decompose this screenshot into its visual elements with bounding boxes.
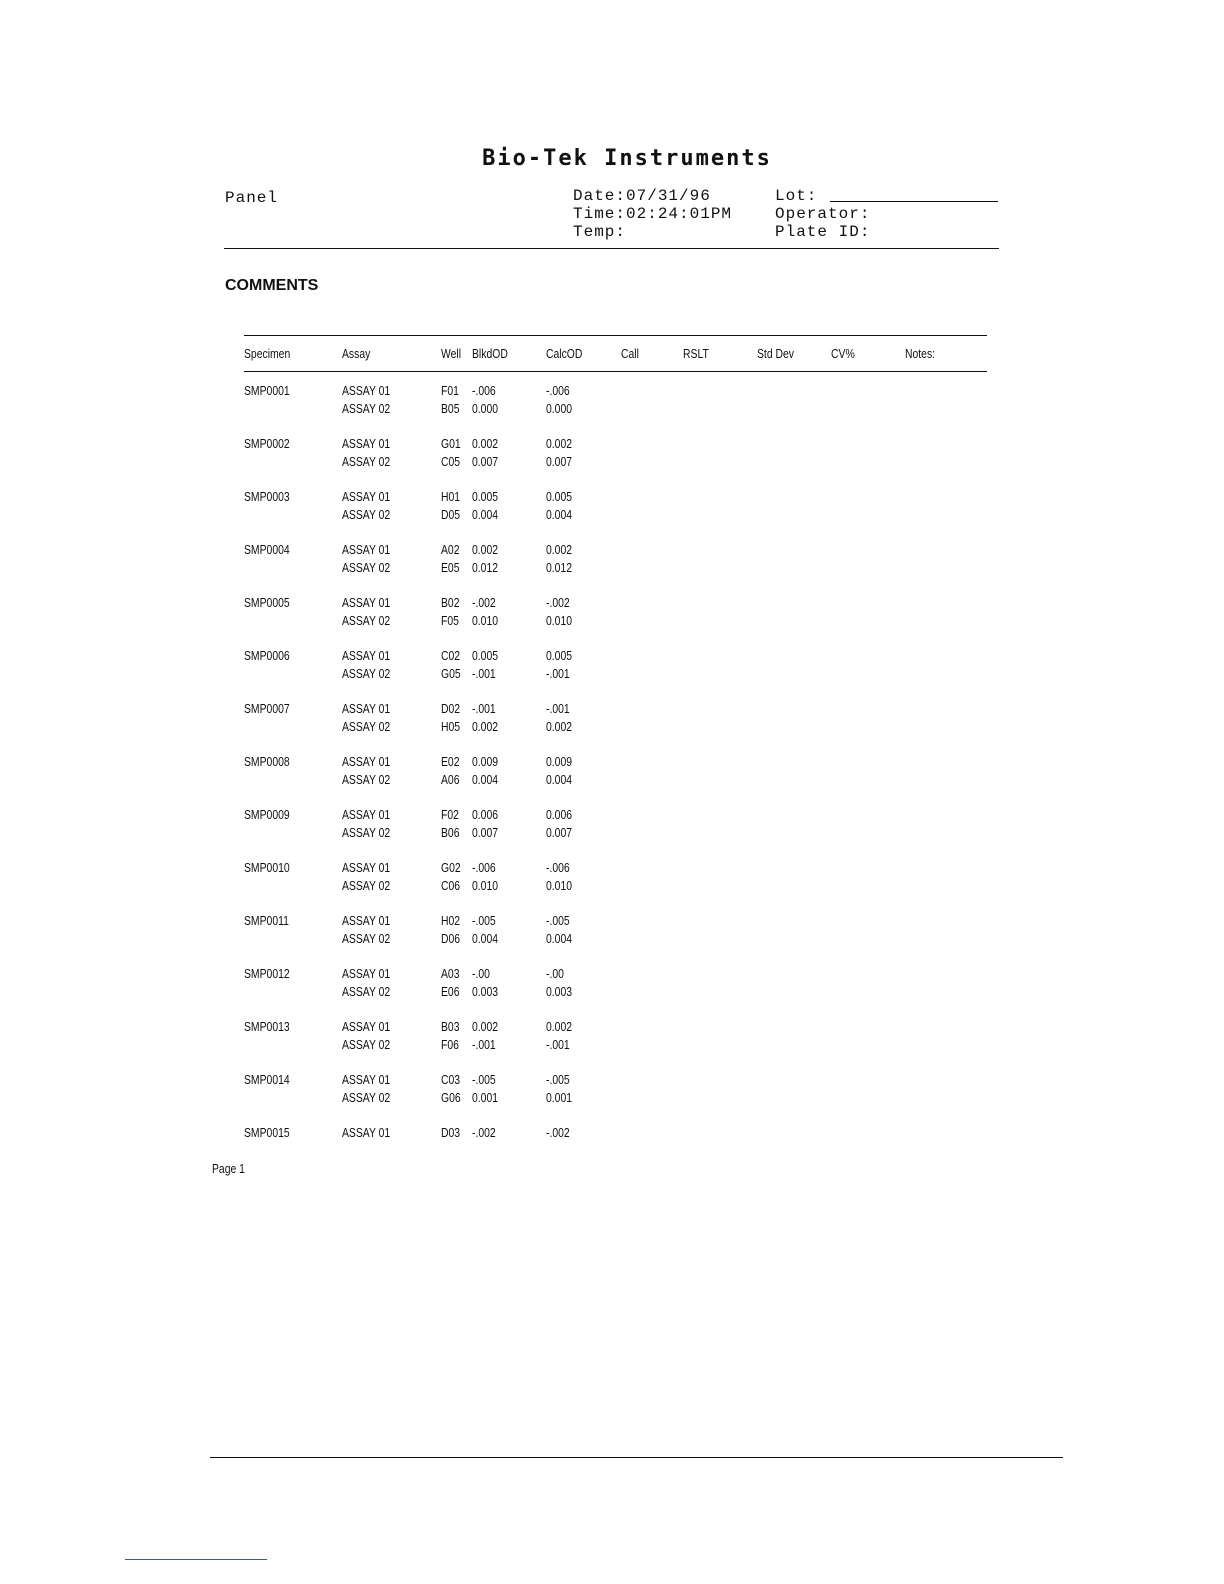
col-header-blkdod: BlkdOD	[472, 346, 508, 361]
plate-id-field: Plate ID:	[775, 223, 871, 241]
col-header-rslt: RSLT	[683, 346, 709, 361]
cell-blkdod: -.001	[472, 1036, 496, 1052]
cell-blkdod: -.001	[472, 701, 496, 716]
cell-assay: ASSAY 01	[342, 436, 391, 451]
table-header-rule	[244, 371, 987, 372]
cell-blkdod: 0.004	[472, 930, 499, 946]
cell-assay: ASSAY 02	[342, 824, 391, 840]
cell-well: F02	[441, 807, 459, 822]
cell-well: G01	[441, 436, 461, 451]
cell-assay: ASSAY 02	[342, 400, 391, 416]
cell-well: C03	[441, 1072, 461, 1087]
cell-calcod: -.002	[546, 1125, 570, 1140]
cell-calcod: 0.010	[546, 612, 573, 628]
cell-assay: ASSAY 01	[342, 542, 391, 557]
cell-well: H02	[441, 913, 461, 928]
cell-calcod: 0.006	[546, 807, 573, 822]
header-divider	[224, 248, 999, 249]
specimen-id: SMP0005	[244, 595, 290, 610]
specimen-id: SMP0001	[244, 383, 290, 398]
cell-assay: ASSAY 02	[342, 612, 391, 628]
cell-well: G05	[441, 665, 461, 681]
cell-assay: ASSAY 01	[342, 966, 391, 981]
cell-calcod: 0.007	[546, 453, 573, 469]
cell-well: A03	[441, 966, 460, 981]
cell-blkdod: 0.005	[472, 648, 499, 663]
col-header-stddev: Std Dev	[757, 346, 794, 361]
cell-blkdod: -.005	[472, 913, 496, 928]
cell-blkdod: -.006	[472, 383, 496, 398]
lot-field: Lot:	[775, 187, 818, 205]
cell-blkdod: 0.003	[472, 983, 499, 999]
comments-heading: COMMENTS	[225, 277, 319, 294]
cell-calcod: -.00	[546, 966, 564, 981]
cell-well: E02	[441, 754, 460, 769]
cell-calcod: 0.002	[546, 436, 573, 451]
cell-well: C02	[441, 648, 461, 663]
cell-calcod: -.006	[546, 860, 570, 875]
cell-assay: ASSAY 01	[342, 1125, 391, 1140]
specimen-id: SMP0003	[244, 489, 290, 504]
cell-assay: ASSAY 02	[342, 559, 391, 575]
cell-well: C05	[441, 453, 461, 469]
specimen-id: SMP0002	[244, 436, 290, 451]
cell-blkdod: 0.002	[472, 1019, 499, 1034]
cell-calcod: 0.004	[546, 771, 573, 787]
specimen-id: SMP0010	[244, 860, 290, 875]
cell-calcod: 0.005	[546, 489, 573, 504]
cell-assay: ASSAY 02	[342, 1089, 391, 1105]
lot-underline	[830, 201, 998, 202]
cell-calcod: 0.002	[546, 718, 573, 734]
specimen-id: SMP0011	[244, 913, 289, 928]
cell-assay: ASSAY 01	[342, 1072, 391, 1087]
specimen-id: SMP0009	[244, 807, 290, 822]
specimen-id: SMP0012	[244, 966, 290, 981]
cell-assay: ASSAY 01	[342, 807, 391, 822]
operator-field: Operator:	[775, 205, 871, 223]
cell-blkdod: 0.010	[472, 877, 499, 893]
cell-well: D02	[441, 701, 461, 716]
col-header-calcod: CalcOD	[546, 346, 583, 361]
cell-assay: ASSAY 01	[342, 648, 391, 663]
page-number: Page 1	[212, 1161, 245, 1176]
cell-well: A02	[441, 542, 460, 557]
col-header-notes: Notes:	[905, 346, 936, 361]
cell-calcod: 0.002	[546, 542, 573, 557]
cell-calcod: -.001	[546, 665, 570, 681]
cell-calcod: 0.012	[546, 559, 573, 575]
cell-blkdod: 0.004	[472, 771, 499, 787]
cell-assay: ASSAY 01	[342, 913, 391, 928]
cell-calcod: 0.005	[546, 648, 573, 663]
cell-assay: ASSAY 02	[342, 1036, 391, 1052]
cell-blkdod: 0.012	[472, 559, 499, 575]
cell-assay: ASSAY 02	[342, 718, 391, 734]
cell-assay: ASSAY 01	[342, 595, 391, 610]
cell-calcod: 0.004	[546, 506, 573, 522]
cell-blkdod: 0.001	[472, 1089, 499, 1105]
cell-well: B03	[441, 1019, 460, 1034]
cell-blkdod: 0.006	[472, 807, 499, 822]
specimen-id: SMP0006	[244, 648, 290, 663]
cell-calcod: 0.003	[546, 983, 573, 999]
cell-assay: ASSAY 01	[342, 1019, 391, 1034]
report-title: Bio-Tek Instruments	[482, 146, 772, 171]
specimen-id: SMP0004	[244, 542, 290, 557]
cell-calcod: 0.010	[546, 877, 573, 893]
bottom-blue-rule	[125, 1559, 267, 1560]
cell-blkdod: 0.007	[472, 824, 499, 840]
cell-well: H01	[441, 489, 461, 504]
cell-well: B05	[441, 400, 460, 416]
cell-blkdod: -.006	[472, 860, 496, 875]
col-header-cv: CV%	[831, 346, 855, 361]
cell-blkdod: 0.002	[472, 436, 499, 451]
cell-well: E06	[441, 983, 460, 999]
cell-calcod: 0.007	[546, 824, 573, 840]
cell-well: B02	[441, 595, 460, 610]
cell-assay: ASSAY 02	[342, 930, 391, 946]
cell-blkdod: -.001	[472, 665, 496, 681]
cell-calcod: -.002	[546, 595, 570, 610]
cell-assay: ASSAY 02	[342, 453, 391, 469]
cell-assay: ASSAY 02	[342, 877, 391, 893]
cell-blkdod: 0.002	[472, 542, 499, 557]
col-header-well: Well	[441, 346, 462, 361]
date-field: Date:07/31/96	[573, 187, 711, 205]
cell-blkdod: -.002	[472, 1125, 496, 1140]
cell-blkdod: 0.002	[472, 718, 499, 734]
time-field: Time:02:24:01PM	[573, 205, 733, 223]
cell-well: A06	[441, 771, 460, 787]
cell-well: E05	[441, 559, 460, 575]
temp-field: Temp:	[573, 223, 627, 241]
cell-blkdod: 0.010	[472, 612, 499, 628]
cell-assay: ASSAY 01	[342, 701, 391, 716]
cell-well: H05	[441, 718, 461, 734]
col-header-specimen: Specimen	[244, 346, 291, 361]
cell-calcod: -.005	[546, 1072, 570, 1087]
cell-calcod: 0.000	[546, 400, 573, 416]
cell-assay: ASSAY 01	[342, 860, 391, 875]
col-header-call: Call	[621, 346, 639, 361]
cell-calcod: 0.001	[546, 1089, 573, 1105]
cell-well: B06	[441, 824, 460, 840]
cell-well: C06	[441, 877, 461, 893]
specimen-id: SMP0007	[244, 701, 290, 716]
cell-well: G02	[441, 860, 461, 875]
col-header-assay: Assay	[342, 346, 371, 361]
specimen-id: SMP0014	[244, 1072, 290, 1087]
cell-assay: ASSAY 01	[342, 383, 391, 398]
specimen-id: SMP0008	[244, 754, 290, 769]
cell-calcod: 0.009	[546, 754, 573, 769]
cell-calcod: -.005	[546, 913, 570, 928]
cell-blkdod: 0.005	[472, 489, 499, 504]
cell-well: F01	[441, 383, 459, 398]
cell-well: F05	[441, 612, 459, 628]
cell-calcod: -.001	[546, 701, 570, 716]
cell-blkdod: 0.007	[472, 453, 499, 469]
cell-well: D05	[441, 506, 461, 522]
cell-blkdod: -.005	[472, 1072, 496, 1087]
cell-blkdod: 0.000	[472, 400, 499, 416]
specimen-id: SMP0015	[244, 1125, 290, 1140]
cell-assay: ASSAY 02	[342, 771, 391, 787]
panel-label: Panel	[225, 189, 279, 207]
table-top-rule	[244, 335, 987, 336]
cell-blkdod: -.00	[472, 966, 490, 981]
cell-blkdod: 0.004	[472, 506, 499, 522]
cell-assay: ASSAY 01	[342, 489, 391, 504]
cell-well: F06	[441, 1036, 459, 1052]
cell-assay: ASSAY 02	[342, 983, 391, 999]
cell-calcod: -.006	[546, 383, 570, 398]
cell-assay: ASSAY 02	[342, 506, 391, 522]
cell-well: D06	[441, 930, 461, 946]
cell-assay: ASSAY 01	[342, 754, 391, 769]
cell-assay: ASSAY 02	[342, 665, 391, 681]
cell-well: D03	[441, 1125, 461, 1140]
cell-blkdod: 0.009	[472, 754, 499, 769]
cell-calcod: 0.004	[546, 930, 573, 946]
cell-blkdod: -.002	[472, 595, 496, 610]
footer-rule	[210, 1457, 1063, 1458]
specimen-id: SMP0013	[244, 1019, 290, 1034]
cell-well: G06	[441, 1089, 461, 1105]
cell-calcod: 0.002	[546, 1019, 573, 1034]
cell-calcod: -.001	[546, 1036, 570, 1052]
